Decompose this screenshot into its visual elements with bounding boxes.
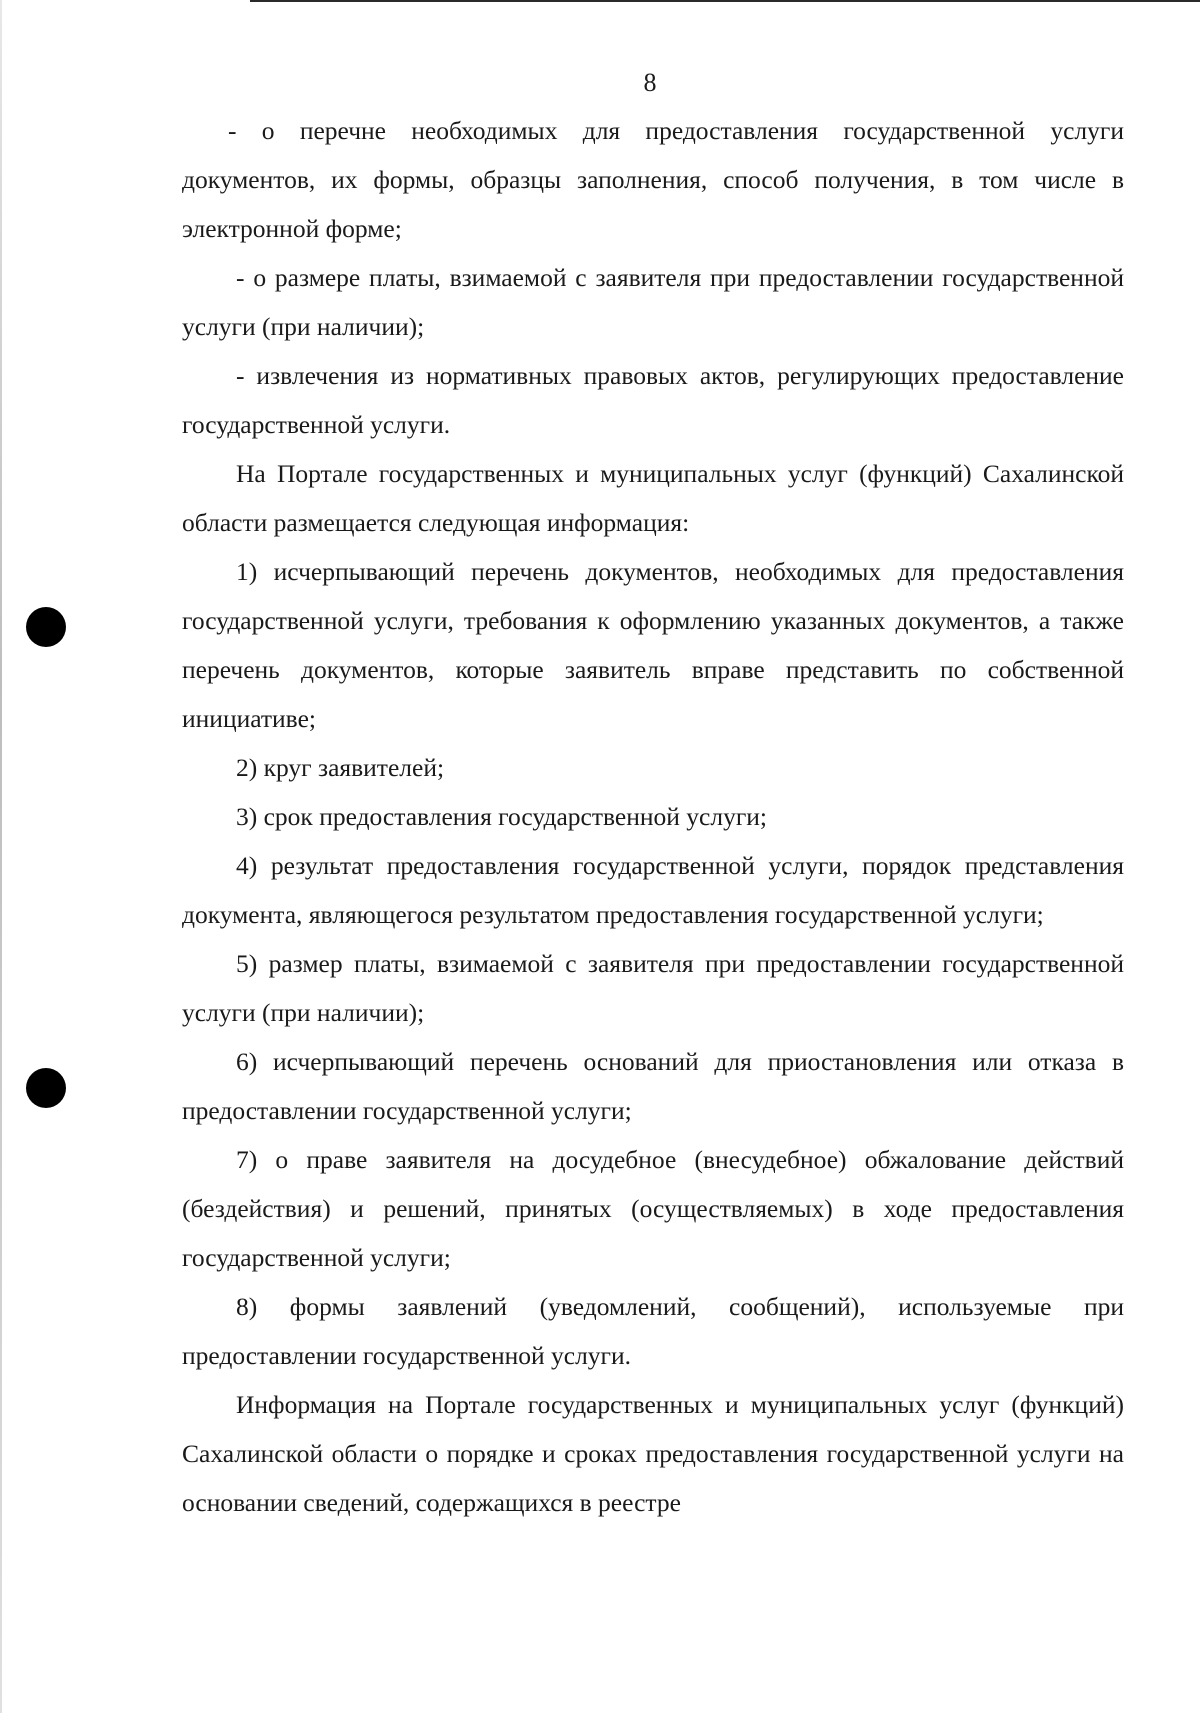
page-number: 8 (643, 68, 657, 97)
punch-hole-bottom (26, 1068, 66, 1108)
scan-left-edge (0, 0, 2, 1713)
list-item-2: 2) круг заявителей; (236, 753, 445, 782)
list-item-1: 1) исчерпывающий перечень документов, необходимых для предоставления государственной услуги, требования к оформлению указанных документов, а также перечень документов, которые заявитель вправе представить по собственной инициативе; (182, 557, 1124, 733)
paragraph-forms-list: - о перечне необходимых для предоставления государственной услуги документов, их формы, образцы заполнения, способ получения, в том числе в электронной форме; (182, 116, 1124, 243)
punch-hole-top (26, 607, 66, 647)
scan-top-border (250, 0, 1200, 2)
list-item-3: 3) срок предоставления государственной услуги; (236, 802, 768, 831)
list-item-6: 6) исчерпывающий перечень оснований для приостановления или отказа в предоставлении государственной услуги; (182, 1047, 1124, 1125)
paragraph-portal-info: Информация на Портале государственных и муниципальных услуг (функций) Сахалинской области о порядке и сроках предоставления государственной услуги на основании сведений, содержащихся в реестре (182, 1390, 1124, 1517)
paragraph-portal-intro: На Портале государственных и муниципальных услуг (функций) Сахалинской области размещается следующая информация: (182, 459, 1124, 537)
paragraph-fee-info: - о размере платы, взимаемой с заявителя при предоставлении государственной услуги (при наличии); (182, 263, 1124, 341)
document-body (182, 106, 1124, 1527)
list-item-7: 7) о праве заявителя на досудебное (внесудебное) обжалование действий (бездействия) и решений, принятых (осуществляемых) в ходе предоставления государственной услуги; (182, 1145, 1124, 1272)
paragraph-legal-extracts: - извлечения из нормативных правовых актов, регулирующих предоставление государственной услуги. (182, 361, 1124, 439)
list-item-4: 4) результат предоставления государственной услуги, порядок представления документа, являющегося результатом предоставления государственной услуги; (182, 851, 1124, 929)
list-item-5: 5) размер платы, взимаемой с заявителя при предоставлении государственной услуги (при наличии); (182, 949, 1124, 1027)
list-item-8: 8) формы заявлений (уведомлений, сообщений), используемые при предоставлении государственной услуги. (182, 1292, 1124, 1370)
